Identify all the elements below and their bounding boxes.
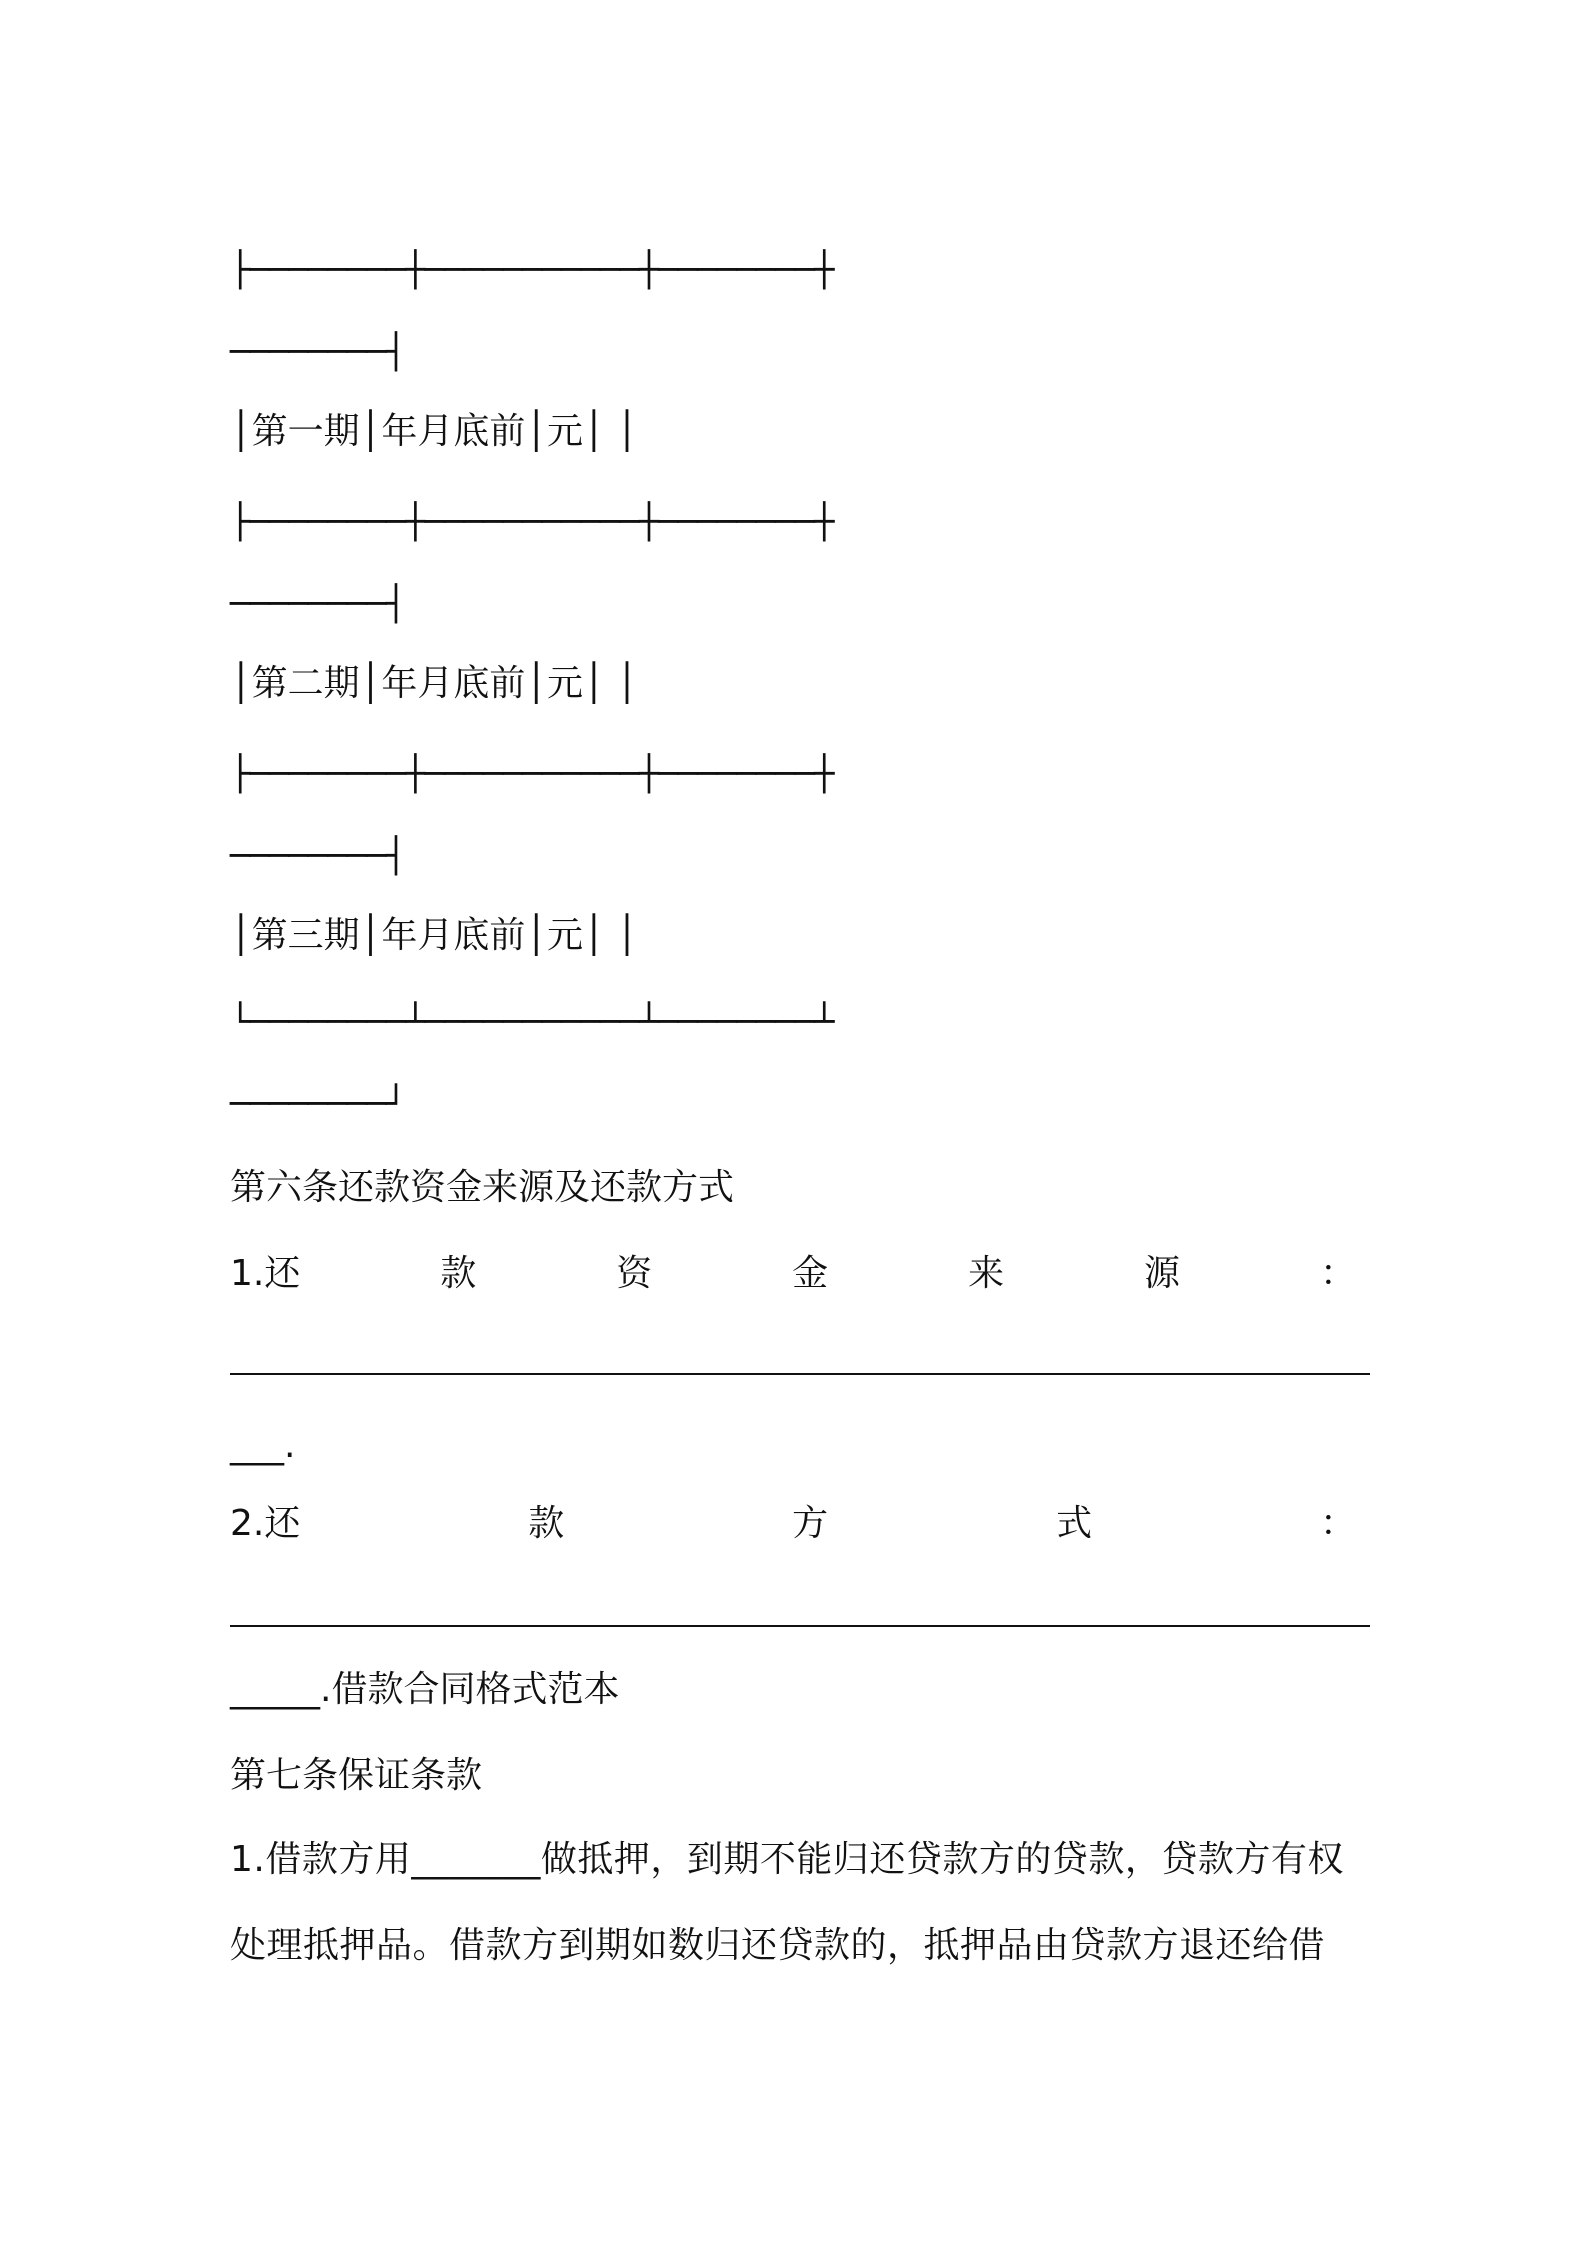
- item-1-char: 资: [616, 1253, 653, 1294]
- item-1-char: 款: [440, 1253, 477, 1294]
- item-1-char: 1.还: [230, 1253, 301, 1294]
- article-7-heading: 第七条保证条款: [230, 1755, 483, 1796]
- item-2-char: 式: [1056, 1503, 1093, 1544]
- table-separator-bottom-cont: ────────┘: [230, 1084, 406, 1124]
- table-separator-mid-1: ├────────┼───────────┼────────┼: [230, 502, 834, 542]
- item-1-char: 来: [968, 1253, 1005, 1294]
- article-6-item-2: [230, 1500, 1356, 1548]
- table-separator-mid-2-cont: ────────┤: [230, 836, 406, 876]
- item-2-char: ：: [1319, 1503, 1356, 1544]
- item-1-char: 金: [792, 1253, 829, 1294]
- item-2-char: 款: [528, 1503, 565, 1544]
- article-6-item-2-tail: _____.借款合同格式范本: [230, 1669, 620, 1710]
- fill-in-blank-line: [230, 1373, 1370, 1375]
- schedule-row-period-3: │第三期│年月底前│元│ │: [230, 915, 638, 956]
- fill-in-blank-line: [230, 1625, 1370, 1627]
- table-separator-top: ├────────┼───────────┼────────┼: [230, 250, 834, 290]
- item-2-char: 方: [792, 1503, 829, 1544]
- article-6-heading: 第六条还款资金来源及还款方式: [230, 1167, 735, 1208]
- article-7-item-1-line-2: 处理抵押品。借款方到期如数归还贷款的，抵押品由贷款方退还给借: [230, 1925, 1326, 1966]
- schedule-row-period-2: │第二期│年月底前│元│ │: [230, 663, 638, 704]
- article-7-item-1-line-1: 1.借款方用_______做抵押，到期不能归还贷款方的贷款，贷款方有权: [230, 1839, 1344, 1880]
- article-6-item-1: [230, 1250, 1356, 1298]
- item-1-char: 源: [1144, 1253, 1181, 1294]
- table-separator-top-cont: ────────┤: [230, 332, 406, 372]
- table-separator-mid-1-cont: ────────┤: [230, 584, 406, 624]
- item-2-char: 2.还: [230, 1503, 301, 1544]
- table-separator-bottom: └────────┴───────────┴────────┴: [230, 1002, 834, 1042]
- item-1-char: ：: [1319, 1253, 1356, 1294]
- table-separator-mid-2: ├────────┼───────────┼────────┼: [230, 754, 834, 794]
- schedule-row-period-1: │第一期│年月底前│元│ │: [230, 411, 638, 452]
- article-6-item-1-tail: ___.: [230, 1425, 296, 1466]
